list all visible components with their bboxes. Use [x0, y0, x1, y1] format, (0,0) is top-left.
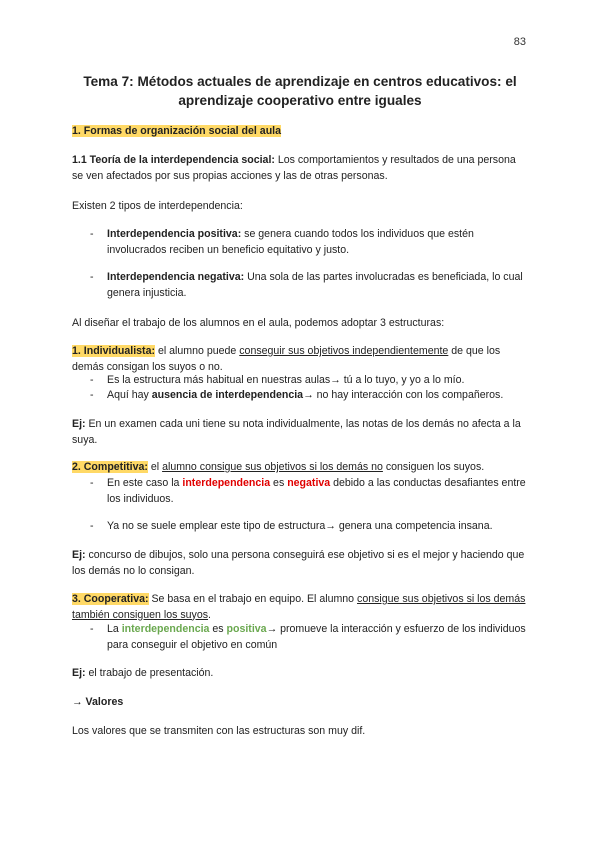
list-dash: -: [90, 271, 94, 283]
theory-body: Los comportamientos y resultados de una persona se ven afectados por sus propias acciones y las de otras personas.: [72, 154, 516, 182]
theory-heading: 1.1 Teoría de la interdependencia social:: [72, 154, 275, 166]
list-dash: -: [90, 623, 94, 635]
individualista-bullet-1: [90, 373, 530, 389]
negative-body: Una sola de las partes involucradas es beneficiada, lo cual genera injusticia.: [107, 271, 523, 299]
bullet-text-end: debido a las conductas desafiantes entre los individuos.: [107, 477, 526, 505]
list-dash: -: [90, 228, 94, 240]
competitiva-bullet-2: [90, 519, 530, 535]
competitiva-heading: 2. Competitiva:: [72, 461, 148, 473]
competitiva-paragraph: [72, 460, 528, 476]
valores-body: Los valores que se transmiten con las estructuras son muy dif.: [72, 725, 366, 737]
positive-green: positiva: [226, 623, 267, 635]
cooperativa-paragraph: [72, 592, 528, 623]
positive-heading: Interdependencia positiva:: [107, 228, 242, 240]
theory-paragraph: [72, 153, 528, 184]
bullet-text-end: → promueve la interacción y esfuerzo de los individuos para conseguir el objetivo en común: [107, 623, 526, 651]
negative-heading: Interdependencia negativa:: [107, 271, 245, 283]
bullet-bold: ausencia de interdependencia: [151, 389, 304, 401]
individualista-heading: 1. Individualista:: [72, 345, 156, 357]
cooperativa-text-end: .: [208, 608, 211, 621]
bullet-text: Aquí hay: [107, 389, 152, 401]
individualista-bullet-2: [90, 388, 530, 404]
page-title: Tema 7: Métodos actuales de aprendizaje en centros educativos: el aprendizaje cooperativo entre iguales: [83, 74, 517, 108]
example-2: [72, 548, 528, 579]
list-item-positive: [90, 227, 530, 258]
list-dash: -: [90, 477, 94, 489]
cooperativa-heading: 3. Cooperativa:: [72, 593, 149, 605]
competitiva-bullet-1: [90, 476, 530, 507]
valores-heading: [72, 695, 528, 711]
negative-red: negativa: [287, 477, 331, 489]
list-dash: -: [90, 389, 94, 401]
cooperativa-bullet-1: [90, 622, 530, 653]
positive-body: se genera cuando todos los individuos que estén involucrados reciben un beneficio equitativo y justo.: [107, 228, 474, 256]
example-label: Ej:: [72, 418, 86, 430]
individualista-text-end: de que los demás consigan los suyos o no.: [72, 345, 501, 373]
example-1: [72, 417, 528, 448]
types-intro: Existen 2 tipos de interdependencia:: [72, 200, 243, 212]
competitiva-underlined: alumno consigue sus objetivos si los demás no: [162, 461, 383, 473]
interdependence-red: interdependencia: [182, 477, 271, 489]
structures-intro: Al diseñar el trabajo de los alumnos en el aula, podemos adoptar 3 estructuras:: [72, 317, 445, 329]
competitiva-bullet-2-text: Ya no se suele emplear este tipo de estructura→ genera una competencia insana.: [107, 520, 493, 532]
example-body: En un examen cada uni tiene su nota individualmente, las notas de los demás no afecta a la suya.: [72, 418, 521, 446]
example-body: concurso de dibujos, solo una persona conseguirá ese objetivo si es el mejor y haciendo que los demás no lo consigan.: [72, 549, 525, 577]
bullet-text: es: [209, 623, 227, 635]
example-label: Ej:: [72, 549, 86, 561]
individualista-text: el alumno puede: [155, 345, 240, 357]
individualista-underlined: conseguir sus objetivos independientemente: [239, 345, 449, 357]
bullet-text: es: [270, 477, 288, 489]
cooperativa-text: Se basa en el trabajo en equipo. El alumno: [148, 593, 358, 605]
list-dash: -: [90, 374, 94, 386]
individualista-bullet-1-text: Es la estructura más habitual en nuestras aulas→ tú a lo tuyo, y yo a lo mío.: [107, 374, 465, 386]
individualista-paragraph: [72, 344, 528, 375]
competitiva-text: el: [147, 461, 163, 473]
bullet-text: En este caso la: [107, 477, 183, 489]
valores-heading-text: → Valores: [72, 696, 124, 708]
cooperativa-underlined: consigue sus objetivos si los demás también consiguen los suyos: [72, 593, 526, 621]
page-number: 83: [513, 36, 526, 48]
competitiva-text-end: consiguen los suyos.: [382, 461, 485, 473]
section-heading-text: 1. Formas de organización social del aula: [72, 125, 281, 137]
list-dash: -: [90, 520, 94, 532]
example-label: Ej:: [72, 667, 86, 679]
interdependence-green: interdependencia: [121, 623, 210, 635]
section-heading: [72, 124, 528, 140]
example-3: [72, 666, 528, 682]
list-item-negative: [90, 270, 530, 301]
bullet-text-end: → no hay interacción con los compañeros.: [303, 389, 504, 401]
example-body: el trabajo de presentación.: [85, 667, 214, 679]
bullet-text: La: [107, 623, 122, 635]
